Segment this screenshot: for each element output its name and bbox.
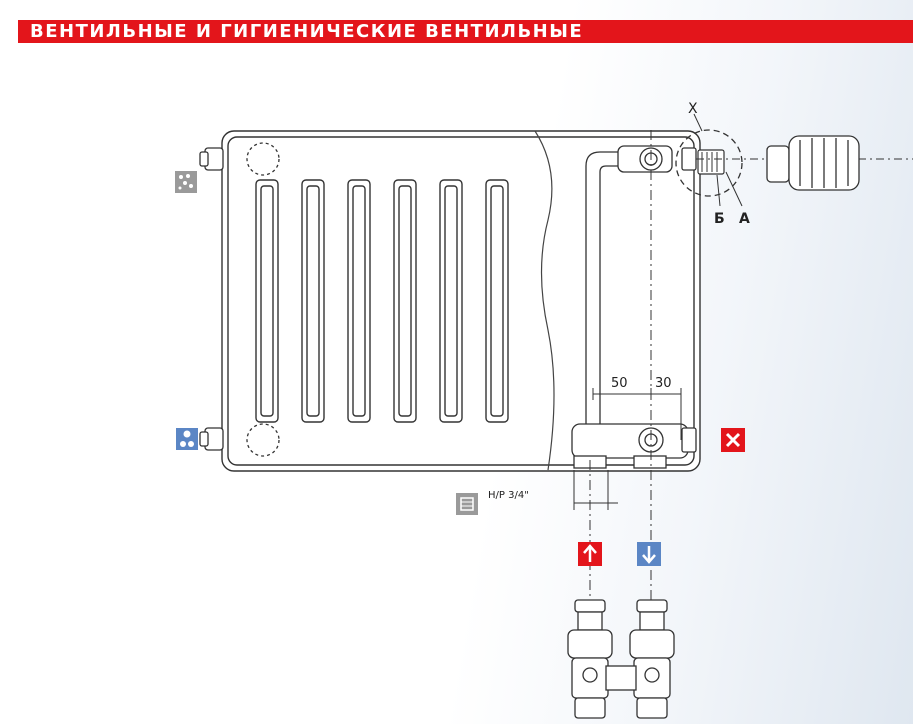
- label-a: А: [739, 211, 750, 227]
- arrow-down-icon: [637, 542, 661, 566]
- label-b: Б: [714, 211, 725, 227]
- drain-icon: [176, 428, 198, 450]
- dim-30: 30: [655, 376, 672, 391]
- detail-label: X: [688, 101, 698, 117]
- connection-valve: [568, 600, 674, 718]
- air-vent-icon: [175, 171, 197, 193]
- page-title: ВЕНТИЛЬНЫЕ И ГИГИЕНИЧЕСКИЕ ВЕНТИЛЬНЫЕ: [30, 21, 584, 42]
- thread-label: Н/Р 3/4": [488, 490, 529, 501]
- close-icon: [721, 428, 745, 452]
- dim-50: 50: [611, 376, 628, 391]
- thermostatic-head: [696, 136, 913, 190]
- arrow-up-icon: [578, 542, 602, 566]
- thread-connection-icon: [456, 493, 478, 515]
